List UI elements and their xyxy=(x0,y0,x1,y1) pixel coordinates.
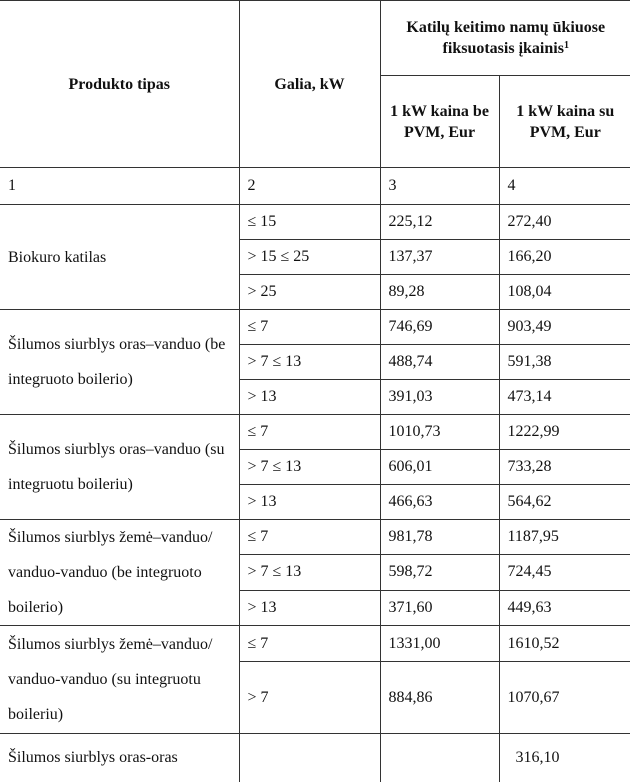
price-without-vat-cell xyxy=(380,734,499,782)
power-cell: > 15 ≤ 25 xyxy=(239,240,380,275)
power-cell: > 7 ≤ 13 xyxy=(239,555,380,590)
table-row xyxy=(0,205,630,240)
table-row xyxy=(0,310,630,345)
power-cell xyxy=(239,734,380,782)
price-with-vat-cell: 1610,52 xyxy=(499,626,630,662)
index-cell: 1 xyxy=(0,168,239,205)
header-price-group-text: Katilų keitimo namų ūkiuose fiksuotasis įkainis xyxy=(406,19,606,57)
power-cell: > 13 xyxy=(239,485,380,520)
header-power: Galia, kW xyxy=(239,1,380,168)
price-with-vat-cell: 591,38 xyxy=(499,345,630,380)
product-type-cell: Šilumos siurblys oras–vanduo (be integruoto boilerio) xyxy=(0,310,239,415)
price-without-vat-cell: 225,12 xyxy=(380,205,499,240)
power-cell: ≤ 7 xyxy=(239,626,380,662)
power-cell: > 13 xyxy=(239,590,380,625)
index-cell: 3 xyxy=(380,168,499,205)
price-without-vat-cell: 746,69 xyxy=(380,310,499,345)
price-with-vat-cell: 166,20 xyxy=(499,240,630,275)
table-row xyxy=(0,415,630,450)
product-type-cell: Šilumos siurblys žemė–vanduo/ vanduo-vanduo (be integruoto boilerio) xyxy=(0,520,239,626)
price-with-vat-cell: 733,28 xyxy=(499,450,630,485)
header-product-type: Produkto tipas xyxy=(0,1,239,168)
price-with-vat-cell: 473,14 xyxy=(499,380,630,415)
price-without-vat-cell: 488,74 xyxy=(380,345,499,380)
price-with-vat-cell: 449,63 xyxy=(499,590,630,625)
power-cell: > 7 ≤ 13 xyxy=(239,345,380,380)
price-with-vat-cell: 1222,99 xyxy=(499,415,630,450)
product-type-cell: Šilumos siurblys žemė–vanduo/ vanduo-vanduo (su integruotu boileriu) xyxy=(0,626,239,734)
price-without-vat-cell: 137,37 xyxy=(380,240,499,275)
price-with-vat-cell: 1187,95 xyxy=(499,520,630,555)
power-cell: ≤ 7 xyxy=(239,310,380,345)
price-with-vat-cell: 724,45 xyxy=(499,555,630,590)
price-with-vat-cell: 272,40 xyxy=(499,205,630,240)
header-price-without-vat: 1 kW kaina be PVM, Eur xyxy=(380,76,499,168)
price-with-vat-cell: 108,04 xyxy=(499,275,630,310)
price-without-vat-cell: 466,63 xyxy=(380,485,499,520)
price-with-vat-cell: 564,62 xyxy=(499,485,630,520)
product-type-cell: Šilumos siurblys oras-oras xyxy=(0,734,239,782)
index-cell: 4 xyxy=(499,168,630,205)
price-without-vat-cell: 89,28 xyxy=(380,275,499,310)
price-with-vat-cell: 903,49 xyxy=(499,310,630,345)
table-row xyxy=(0,734,630,782)
index-cell: 2 xyxy=(239,168,380,205)
power-cell: > 25 xyxy=(239,275,380,310)
price-without-vat-cell: 1010,73 xyxy=(380,415,499,450)
power-cell: ≤ 7 xyxy=(239,415,380,450)
power-cell: > 7 xyxy=(239,662,380,734)
product-type-cell: Šilumos siurblys oras–vanduo (su integruotu boileriu) xyxy=(0,415,239,520)
table-row xyxy=(0,520,630,555)
power-cell: > 7 ≤ 13 xyxy=(239,450,380,485)
header-price-group xyxy=(380,1,630,76)
header-footnote-marker: 1 xyxy=(563,40,569,51)
power-cell: > 13 xyxy=(239,380,380,415)
price-without-vat-cell: 598,72 xyxy=(380,555,499,590)
table-row xyxy=(0,626,630,662)
price-without-vat-cell: 371,60 xyxy=(380,590,499,625)
price-with-vat-cell: 316,10 xyxy=(499,734,630,782)
price-without-vat-cell: 884,86 xyxy=(380,662,499,734)
price-without-vat-cell: 391,03 xyxy=(380,380,499,415)
header-price-with-vat: 1 kW kaina su PVM, Eur xyxy=(499,76,630,168)
price-without-vat-cell: 606,01 xyxy=(380,450,499,485)
price-without-vat-cell: 1331,00 xyxy=(380,626,499,662)
price-with-vat-cell: 1070,67 xyxy=(499,662,630,734)
product-type-cell: Biokuro katilas xyxy=(0,205,239,310)
price-without-vat-cell: 981,78 xyxy=(380,520,499,555)
power-cell: ≤ 15 xyxy=(239,205,380,240)
power-cell: ≤ 7 xyxy=(239,520,380,555)
